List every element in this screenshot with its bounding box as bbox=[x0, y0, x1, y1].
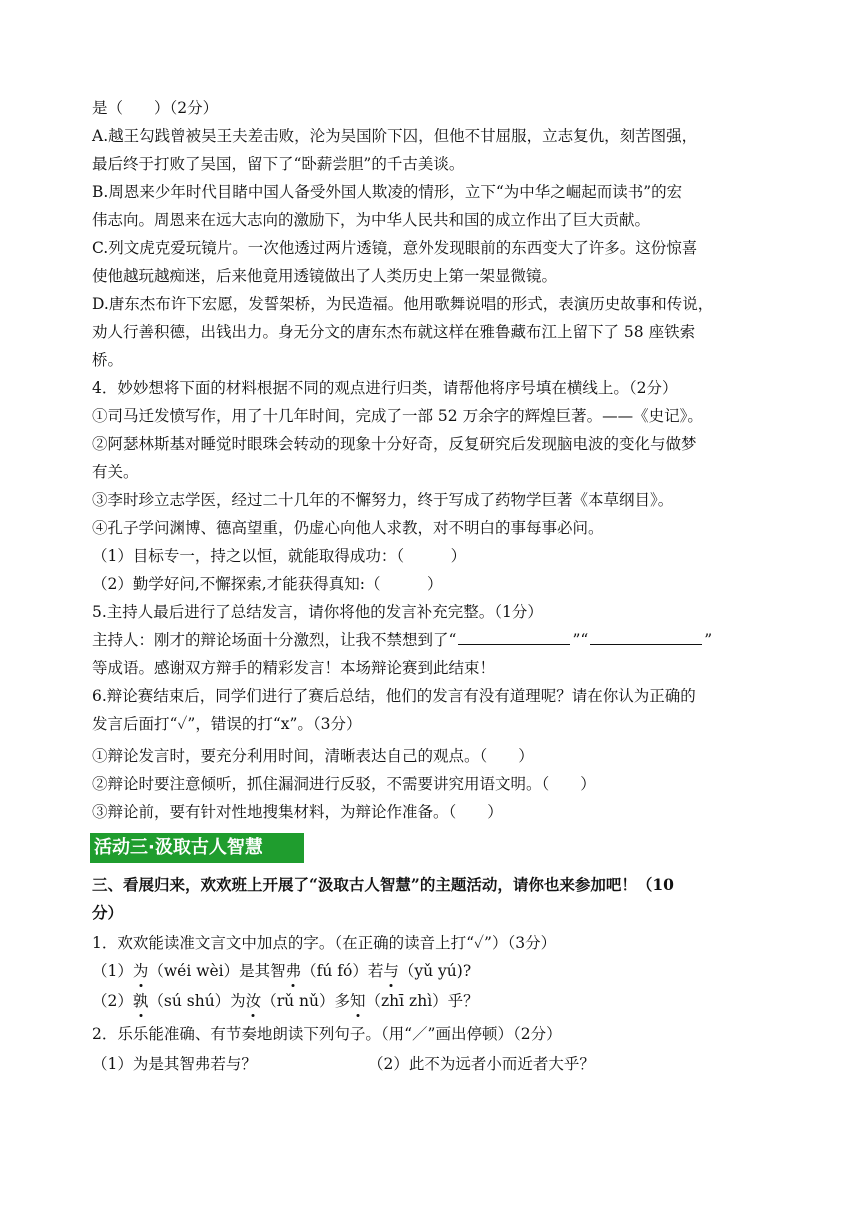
dotted-char: 为 bbox=[132, 962, 149, 980]
dotted-char: 弗 bbox=[285, 962, 302, 980]
question-2: 2．乐乐能准确、有节奏地朗读下列句子。（用“／”画出停顿）（2分） bbox=[92, 1025, 562, 1043]
pinyin-choice[interactable]: （zhī zhì）乎？ bbox=[365, 992, 479, 1010]
material-2-line-2: 有关。 bbox=[92, 463, 139, 481]
idiom-blank-1[interactable] bbox=[458, 630, 570, 645]
dotted-char: 知 bbox=[350, 992, 366, 1010]
statement-1[interactable]: ①辩论发言时，要充分利用时间，清晰表达自己的观点。（ ） bbox=[92, 747, 534, 765]
pinyin-item-2 bbox=[92, 991, 772, 1011]
option-d-line-2: 劝人行善积德，出钱出力。身无分文的唐东杰布就这样在雅鲁藏布江上留下了 58 座铁索 bbox=[92, 323, 696, 341]
option-a-line-2: 最后终于打败了吴国，留下了“卧薪尝胆”的千古美谈。 bbox=[92, 155, 465, 173]
pinyin-choice[interactable]: （yǔ yú)? bbox=[398, 962, 472, 980]
material-3: ③李时珍立志学医，经过二十几年的不懈努力，终于写成了药物学巨著《本草纲目》。 bbox=[92, 491, 674, 509]
part-3-intro-line-1: 三、看展归来，欢欢班上开展了“汲取古人智慧”的主题活动，请你也来参加吧！（10 bbox=[92, 875, 674, 894]
dotted-char: 汝 bbox=[245, 992, 262, 1010]
option-b-line-2: 伟志向。周恩来在远大志向的激励下，为中华人民共和国的成立作出了巨大贡献。 bbox=[92, 211, 651, 229]
text-line: 是（ ）（2分） bbox=[92, 99, 219, 117]
part-3-intro-line-2: 分） bbox=[92, 903, 124, 922]
pinyin-item-1 bbox=[92, 961, 772, 981]
host-speech: 主持人：刚才的辩论场面十分激烈，让我不禁想到了“ bbox=[92, 631, 457, 649]
option-a-line-1: A.越王勾践曾被吴王夫差击败，沦为吴国阶下囚，但他不甘屈服，立志复仇，刻苦图强， bbox=[92, 127, 698, 145]
pinyin-choice[interactable]: （rǔ nǔ）多 bbox=[261, 992, 350, 1010]
question-4-blank-2[interactable]: （2）勤学好问,不懈探索,才能获得真知:（ ） bbox=[92, 575, 443, 593]
dotted-char: 与 bbox=[383, 962, 399, 980]
statement-3[interactable]: ③辩论前，要有针对性地搜集材料，为辩论作准备。（ ） bbox=[92, 803, 503, 821]
option-d-line-3: 桥。 bbox=[92, 351, 124, 369]
section-heading: 活动三·汲取古人智慧 bbox=[90, 833, 304, 863]
option-d-line-1: D.唐东杰布许下宏愿，发誓架桥，为民造福。他用歌舞说唱的形式，表演历史故事和传说， bbox=[92, 295, 714, 313]
pinyin-choice[interactable]: （wéi wèi）是其智 bbox=[148, 962, 286, 980]
option-c-line-2: 使他越玩越痴迷，后来他竟用透镜做出了人类历史上第一架显微镜。 bbox=[92, 267, 558, 285]
item-number: （1） bbox=[92, 962, 133, 980]
item-number: （2） bbox=[92, 992, 133, 1010]
question-5: 5.主持人最后进行了总结发言，请你将他的发言补充完整。（1分） bbox=[92, 603, 543, 621]
sentence-2[interactable]: （2）此不为远者小而近者大乎？ bbox=[368, 1055, 595, 1073]
material-1: ①司马迁发愤写作，用了十几年时间，完成了一部 52 万余字的辉煌巨著。——《史记》。 bbox=[92, 407, 703, 425]
quote-separator: ”“ bbox=[572, 631, 589, 649]
host-speech-line-2: 等成语。感谢双方辩手的精彩发言！本场辩论赛到此结束！ bbox=[92, 659, 496, 677]
statement-2[interactable]: ②辩论时要注意倾听，抓住漏洞进行反驳，不需要讲究用语文明。（ ） bbox=[92, 775, 596, 793]
question-6-line-1: 6.辩论赛结束后，同学们进行了赛后总结，他们的发言有没有道理呢？请在你认为正确的 bbox=[92, 687, 696, 705]
pinyin-choice[interactable]: （sú shú）为 bbox=[148, 992, 246, 1010]
pinyin-choice[interactable]: （fú fó）若 bbox=[301, 962, 384, 980]
quote-close: ” bbox=[704, 631, 713, 649]
question-6-line-2: 发言后面打“✓”，错误的打“x”。（3分） bbox=[92, 715, 362, 733]
question-4-blank-1[interactable]: （1）目标专一，持之以恒，就能取得成功：（ ） bbox=[92, 547, 467, 565]
material-2-line-1: ②阿瑟林斯基对睡觉时眼珠会转动的现象十分好奇，反复研究后发现脑电波的变化与做梦 bbox=[92, 435, 697, 453]
reading-sentences bbox=[92, 1054, 772, 1074]
material-4: ④孔子学问渊博、德高望重，仍虚心向他人求教，对不明白的事每事必问。 bbox=[92, 519, 604, 537]
question-1: 1．欢欢能读准文言文中加点的字。（在正确的读音上打“✓”）（3分） bbox=[92, 934, 557, 952]
option-b-line-1: B.周恩来少年时代目睹中国人备受外国人欺凌的情形，立下“为中华之崛起而读书”的宏 bbox=[92, 183, 683, 201]
question-5-answer-line bbox=[92, 630, 772, 650]
option-c-line-1: C.列文虎克爱玩镜片。一次他透过两片透镜，意外发现眼前的东西变大了许多。这份惊喜 bbox=[92, 239, 698, 257]
question-4: 4．妙妙想将下面的材料根据不同的观点进行归类，请帮他将序号填在横线上。（2分） bbox=[92, 379, 678, 397]
idiom-blank-2[interactable] bbox=[590, 630, 702, 645]
sentence-1[interactable]: （1）为是其智弗若与？ bbox=[92, 1055, 257, 1073]
dotted-char: 孰 bbox=[132, 992, 149, 1010]
